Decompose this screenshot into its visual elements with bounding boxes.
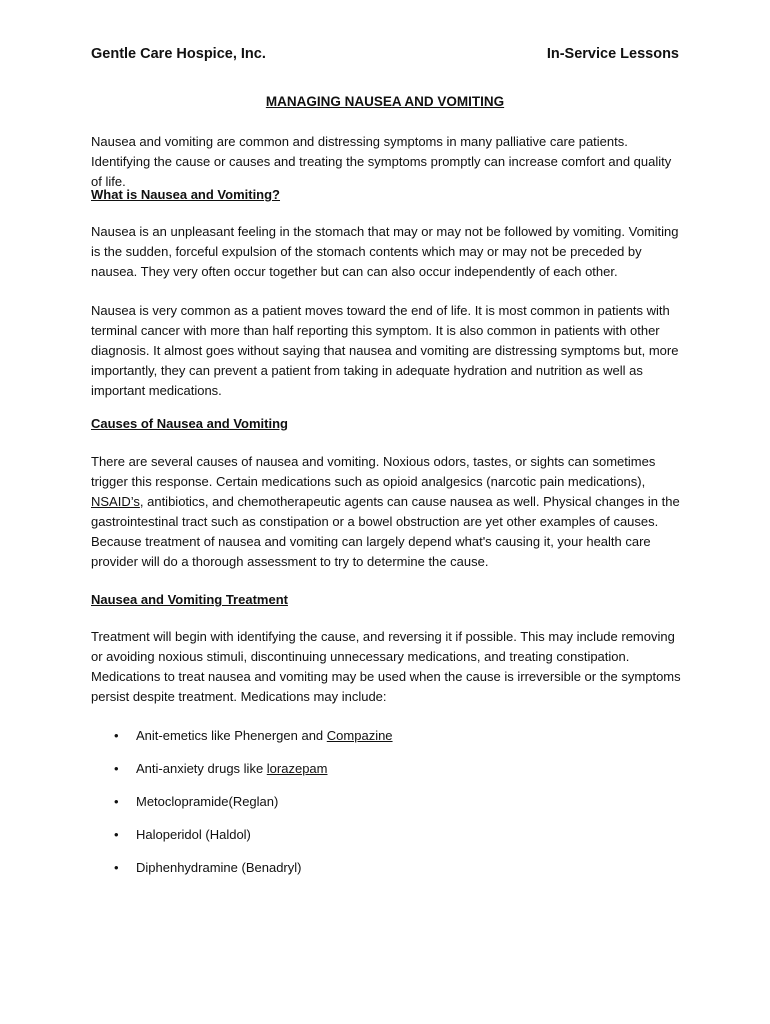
bullet-icon: • (114, 860, 119, 875)
causes-text-end: , antibiotics, and chemotherapeutic agents can cause nausea as well. Physical changes in the gastrointestinal tract such as constipation or a bowel obstruction are yet other examples of causes. Because treatment of nausea and vomiting can largely depend what's causing it, your health care provider will do a thorough assessment to try to determine the cause. (91, 494, 680, 569)
treatment-paragraph: Treatment will begin with identifying the cause, and reversing it if possible. This may include removing or avoiding noxious stimuli, discontinuing unnecessary medications, and treating constipation. Medications to treat nausea and vomiting may be used when the cause is irreversible or the symptoms persist despite treatment. Medications may include: (91, 629, 681, 704)
causes-text-start: There are several causes of nausea and vomiting. Noxious odors, tastes, or sights can sometimes trigger this response. Certain medications such as opioid analgesics (narcotic pain medications), (91, 454, 656, 489)
bullet-icon: • (114, 827, 119, 842)
bullet-icon: • (114, 761, 119, 776)
prevalence-paragraph: Nausea is very common as a patient moves toward the end of life. It is most common in patients with terminal cancer with more than half reporting this symptom. It is also common in patients with other diagnosis. It almost goes without saying that nausea and vomiting are distressing symptoms but, more importantly, they can prevent a patient from taking in adequate hydration and nutrition as well as important medications. (91, 303, 679, 398)
series-name: In-Service Lessons (546, 46, 679, 62)
list-item (91, 759, 327, 779)
list-item-text: Diphenhydramine (Benadryl) (136, 860, 302, 875)
compazine-link[interactable]: Compazine (326, 728, 393, 743)
definition-paragraph: Nausea is an unpleasant feeling in the stomach that may or may not be followed by vomiting. Vomiting is the sudden, forceful expulsion of the stomach contents which may or may not be preceded by nausea. They very often occur together but can can also occur independently of each other. (91, 224, 679, 279)
lorazepam-link[interactable]: lorazepam (266, 761, 328, 776)
nsaids-link[interactable]: NSAID’s (91, 494, 140, 509)
section-heading-what-is: What is Nausea and Vomiting? (91, 187, 281, 202)
intro-paragraph: Nausea and vomiting are common and distressing symptoms in many palliative care patients. Identifying the cause or causes and treating the symptoms promptly can increase comfort and quality of life. (91, 134, 672, 189)
section-heading-treatment: Nausea and Vomiting Treatment (91, 592, 288, 607)
list-item (91, 858, 301, 878)
list-item (91, 792, 278, 812)
bullet-icon: • (114, 728, 119, 743)
list-item-text: Metoclopramide(Reglan) (136, 794, 279, 809)
list-item (91, 726, 393, 746)
document-title: MANAGING NAUSEA AND VOMITING (265, 94, 505, 109)
list-item-text: Anti-anxiety drugs like (136, 761, 267, 776)
list-item-text: Haloperidol (Haldol) (136, 827, 251, 842)
page-header (91, 46, 679, 68)
list-item-text: Anit-emetics like Phenergen and (136, 728, 327, 743)
bullet-icon: • (114, 794, 119, 809)
causes-paragraph (91, 452, 681, 572)
organization-name: Gentle Care Hospice, Inc. (91, 46, 266, 62)
list-item (91, 825, 251, 845)
section-heading-causes: Causes of Nausea and Vomiting (91, 416, 288, 431)
